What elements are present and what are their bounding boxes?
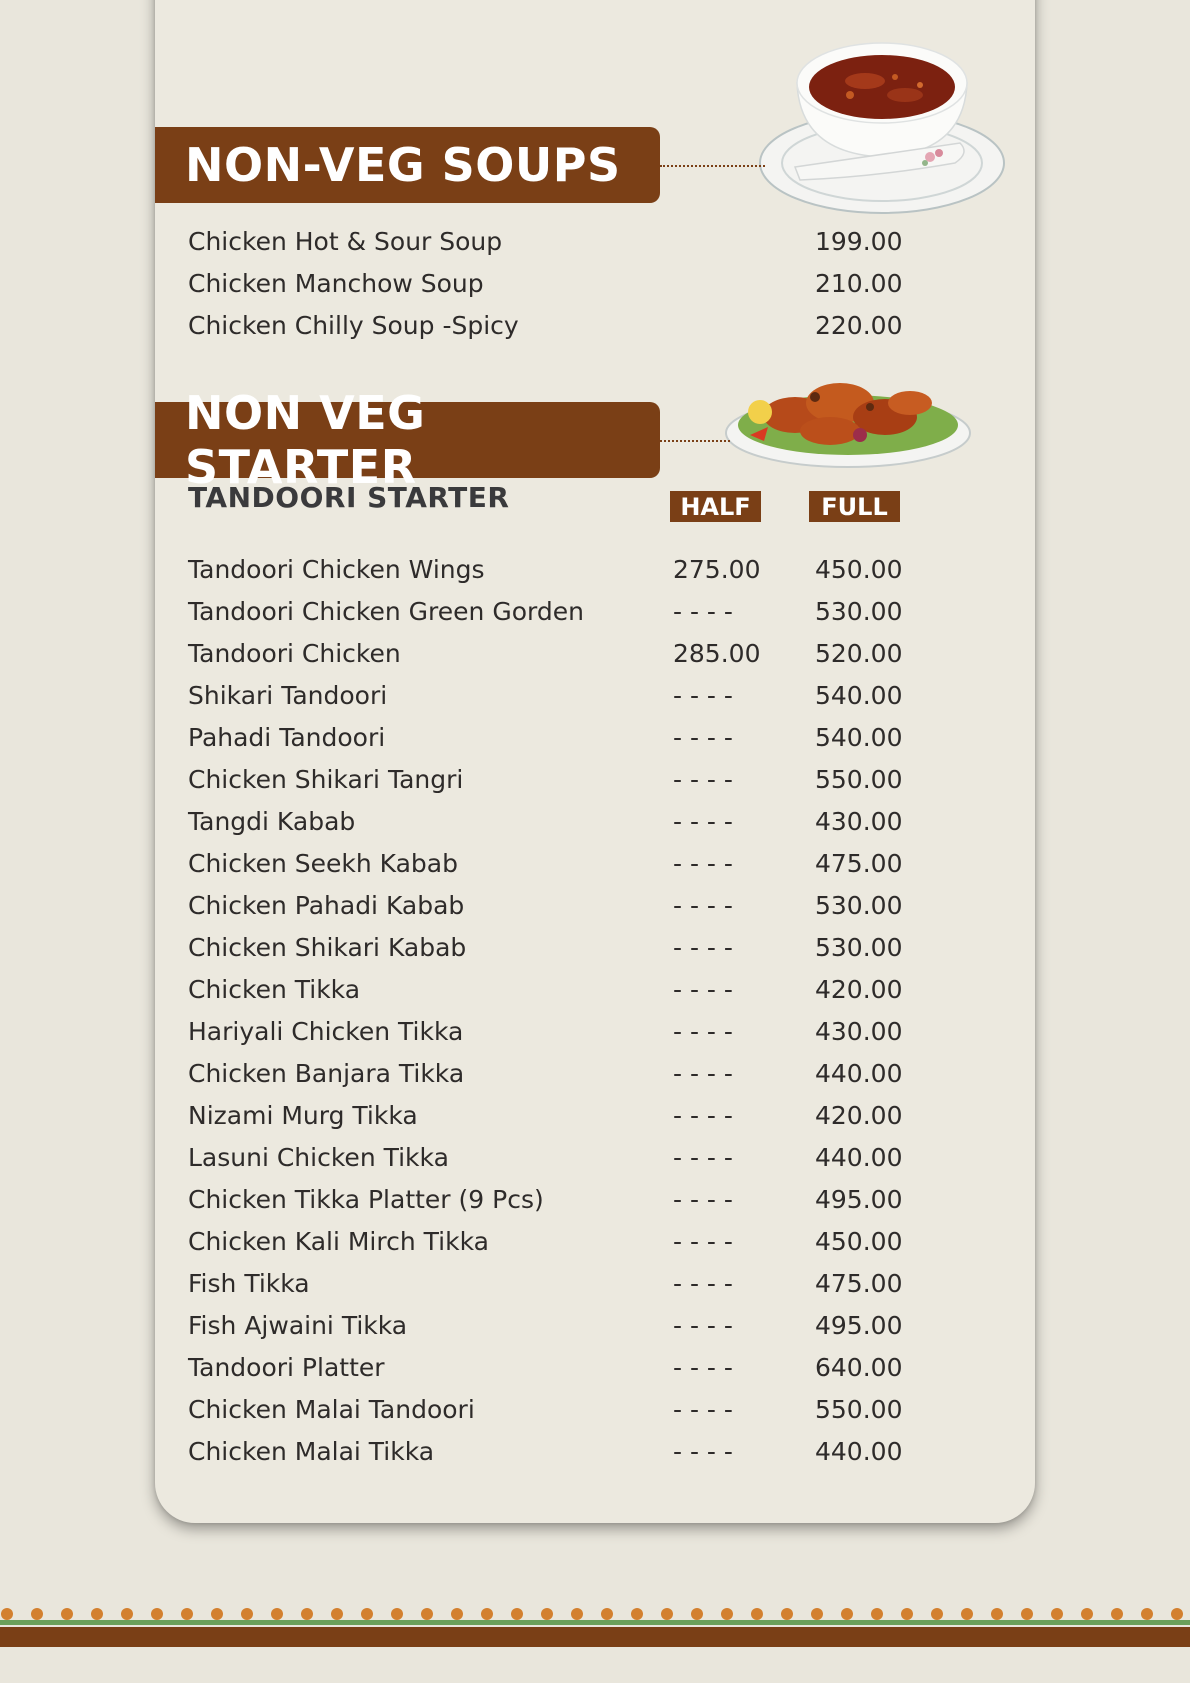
border-line-green bbox=[0, 1620, 1190, 1625]
border-dot bbox=[31, 1608, 43, 1620]
item-full-price: 420.00 bbox=[815, 1101, 903, 1130]
list-item bbox=[188, 1179, 908, 1221]
list-item bbox=[188, 843, 908, 885]
item-full-price: 540.00 bbox=[815, 723, 903, 752]
list-item bbox=[188, 305, 908, 347]
item-half-price: - - - - bbox=[673, 1227, 733, 1256]
item-name: Tandoori Chicken Wings bbox=[188, 555, 485, 584]
item-name: Chicken Chilly Soup -Spicy bbox=[188, 311, 519, 340]
border-dot bbox=[781, 1608, 793, 1620]
section-subtitle: TANDOORI STARTER bbox=[188, 481, 510, 514]
border-line-brown bbox=[0, 1627, 1190, 1647]
border-dot bbox=[1051, 1608, 1063, 1620]
border-dot bbox=[961, 1608, 973, 1620]
item-price: 210.00 bbox=[815, 269, 903, 298]
item-name: Hariyali Chicken Tikka bbox=[188, 1017, 464, 1046]
item-name: Chicken Shikari Kabab bbox=[188, 933, 467, 962]
list-item bbox=[188, 675, 908, 717]
list-item bbox=[188, 885, 908, 927]
item-full-price: 520.00 bbox=[815, 639, 903, 668]
list-item bbox=[188, 1263, 908, 1305]
banner-leader-line bbox=[660, 440, 730, 442]
border-dot bbox=[61, 1608, 73, 1620]
item-name: Chicken Hot & Sour Soup bbox=[188, 227, 503, 256]
border-dot bbox=[91, 1608, 103, 1620]
item-full-price: 420.00 bbox=[815, 975, 903, 1004]
item-half-price: - - - - bbox=[673, 1143, 733, 1172]
item-full-price: 530.00 bbox=[815, 933, 903, 962]
list-item bbox=[188, 1431, 908, 1473]
item-name: Nizami Murg Tikka bbox=[188, 1101, 418, 1130]
item-name: Chicken Tikka Platter (9 Pcs) bbox=[188, 1185, 544, 1214]
border-dot bbox=[121, 1608, 133, 1620]
border-dot bbox=[301, 1608, 313, 1620]
border-dot bbox=[1081, 1608, 1093, 1620]
list-item bbox=[188, 1305, 908, 1347]
full-column-header: FULL bbox=[809, 491, 900, 522]
item-full-price: 440.00 bbox=[815, 1059, 903, 1088]
border-dot bbox=[1021, 1608, 1033, 1620]
list-item bbox=[188, 1221, 908, 1263]
item-full-price: 495.00 bbox=[815, 1311, 903, 1340]
item-name: Tandoori Chicken bbox=[188, 639, 401, 668]
item-name: Lasuni Chicken Tikka bbox=[188, 1143, 449, 1172]
item-half-price: - - - - bbox=[673, 849, 733, 878]
border-dot bbox=[331, 1608, 343, 1620]
border-dot bbox=[721, 1608, 733, 1620]
item-name: Chicken Seekh Kabab bbox=[188, 849, 458, 878]
section-banner-starter bbox=[155, 386, 660, 494]
item-name: Chicken Tikka bbox=[188, 975, 361, 1004]
border-dot bbox=[931, 1608, 943, 1620]
chicken-platter-image bbox=[720, 355, 975, 475]
item-name: Tandoori Chicken Green Gorden bbox=[188, 597, 584, 626]
item-full-price: 430.00 bbox=[815, 807, 903, 836]
item-half-price: - - - - bbox=[673, 1395, 733, 1424]
item-half-price: - - - - bbox=[673, 1101, 733, 1130]
border-dot bbox=[601, 1608, 613, 1620]
item-full-price: 530.00 bbox=[815, 597, 903, 626]
section-title: NON-VEG SOUPS bbox=[185, 138, 621, 192]
section-title: NON VEG STARTER bbox=[185, 386, 426, 494]
item-half-price: - - - - bbox=[673, 1017, 733, 1046]
item-half-price: - - - - bbox=[673, 1437, 733, 1466]
item-full-price: 450.00 bbox=[815, 555, 903, 584]
item-half-price: - - - - bbox=[673, 723, 733, 752]
item-half-price: - - - - bbox=[673, 975, 733, 1004]
border-dot bbox=[511, 1608, 523, 1620]
item-full-price: 450.00 bbox=[815, 1227, 903, 1256]
border-dot bbox=[841, 1608, 853, 1620]
item-full-price: 440.00 bbox=[815, 1437, 903, 1466]
item-name: Chicken Malai Tikka bbox=[188, 1437, 435, 1466]
item-half-price: 285.00 bbox=[673, 639, 761, 668]
item-full-price: 540.00 bbox=[815, 681, 903, 710]
list-item bbox=[188, 591, 908, 633]
item-price: 199.00 bbox=[815, 227, 903, 256]
half-column-header: HALF bbox=[670, 491, 761, 522]
border-dot bbox=[451, 1608, 463, 1620]
item-name: Chicken Malai Tandoori bbox=[188, 1395, 475, 1424]
item-full-price: 430.00 bbox=[815, 1017, 903, 1046]
list-item bbox=[188, 1347, 908, 1389]
item-name: Fish Tikka bbox=[188, 1269, 310, 1298]
section-banner-soups bbox=[155, 127, 660, 203]
border-dot bbox=[811, 1608, 823, 1620]
item-half-price: - - - - bbox=[673, 807, 733, 836]
list-item bbox=[188, 927, 908, 969]
item-half-price: - - - - bbox=[673, 597, 733, 626]
item-name: Shikari Tandoori bbox=[188, 681, 388, 710]
item-full-price: 475.00 bbox=[815, 1269, 903, 1298]
banner-leader-line bbox=[660, 165, 765, 167]
item-full-price: 475.00 bbox=[815, 849, 903, 878]
border-dot bbox=[541, 1608, 553, 1620]
item-name: Chicken Manchow Soup bbox=[188, 269, 484, 298]
item-name: Chicken Kali Mirch Tikka bbox=[188, 1227, 489, 1256]
list-item bbox=[188, 1095, 908, 1137]
item-half-price: - - - - bbox=[673, 765, 733, 794]
item-half-price: - - - - bbox=[673, 681, 733, 710]
list-item bbox=[188, 633, 908, 675]
item-full-price: 530.00 bbox=[815, 891, 903, 920]
border-dot bbox=[271, 1608, 283, 1620]
item-name: Chicken Shikari Tangri bbox=[188, 765, 464, 794]
border-dot bbox=[241, 1608, 253, 1620]
soup-bowl-image bbox=[755, 35, 1010, 220]
border-dot bbox=[391, 1608, 403, 1620]
item-half-price: 275.00 bbox=[673, 555, 761, 584]
border-dot bbox=[1, 1608, 13, 1620]
list-item bbox=[188, 969, 908, 1011]
list-item bbox=[188, 263, 908, 305]
border-dot bbox=[901, 1608, 913, 1620]
list-item bbox=[188, 759, 908, 801]
item-name: Chicken Pahadi Kabab bbox=[188, 891, 465, 920]
border-dot bbox=[211, 1608, 223, 1620]
item-full-price: 550.00 bbox=[815, 765, 903, 794]
border-dot bbox=[661, 1608, 673, 1620]
border-dot bbox=[691, 1608, 703, 1620]
item-half-price: - - - - bbox=[673, 891, 733, 920]
border-dot bbox=[361, 1608, 373, 1620]
item-half-price: - - - - bbox=[673, 1059, 733, 1088]
item-full-price: 440.00 bbox=[815, 1143, 903, 1172]
list-item bbox=[188, 549, 908, 591]
border-dot bbox=[421, 1608, 433, 1620]
item-name: Pahadi Tandoori bbox=[188, 723, 386, 752]
list-item bbox=[188, 1053, 908, 1095]
list-item bbox=[188, 1011, 908, 1053]
item-name: Chicken Banjara Tikka bbox=[188, 1059, 465, 1088]
item-price: 220.00 bbox=[815, 311, 903, 340]
list-item bbox=[188, 717, 908, 759]
item-full-price: 550.00 bbox=[815, 1395, 903, 1424]
border-dot bbox=[751, 1608, 763, 1620]
item-half-price: - - - - bbox=[673, 933, 733, 962]
border-dot bbox=[631, 1608, 643, 1620]
item-name: Fish Ajwaini Tikka bbox=[188, 1311, 408, 1340]
item-full-price: 640.00 bbox=[815, 1353, 903, 1382]
item-half-price: - - - - bbox=[673, 1185, 733, 1214]
border-dot bbox=[991, 1608, 1003, 1620]
border-dot bbox=[571, 1608, 583, 1620]
border-dot bbox=[151, 1608, 163, 1620]
list-item bbox=[188, 221, 908, 263]
border-dot bbox=[1111, 1608, 1123, 1620]
item-half-price: - - - - bbox=[673, 1269, 733, 1298]
list-item bbox=[188, 1137, 908, 1179]
item-full-price: 495.00 bbox=[815, 1185, 903, 1214]
list-item bbox=[188, 1389, 908, 1431]
item-name: Tandoori Platter bbox=[188, 1353, 385, 1382]
item-half-price: - - - - bbox=[673, 1311, 733, 1340]
list-item bbox=[188, 801, 908, 843]
border-dot bbox=[481, 1608, 493, 1620]
border-dot bbox=[871, 1608, 883, 1620]
border-dot bbox=[1171, 1608, 1183, 1620]
border-dot bbox=[1141, 1608, 1153, 1620]
item-name: Tangdi Kabab bbox=[188, 807, 356, 836]
item-half-price: - - - - bbox=[673, 1353, 733, 1382]
border-dot bbox=[181, 1608, 193, 1620]
